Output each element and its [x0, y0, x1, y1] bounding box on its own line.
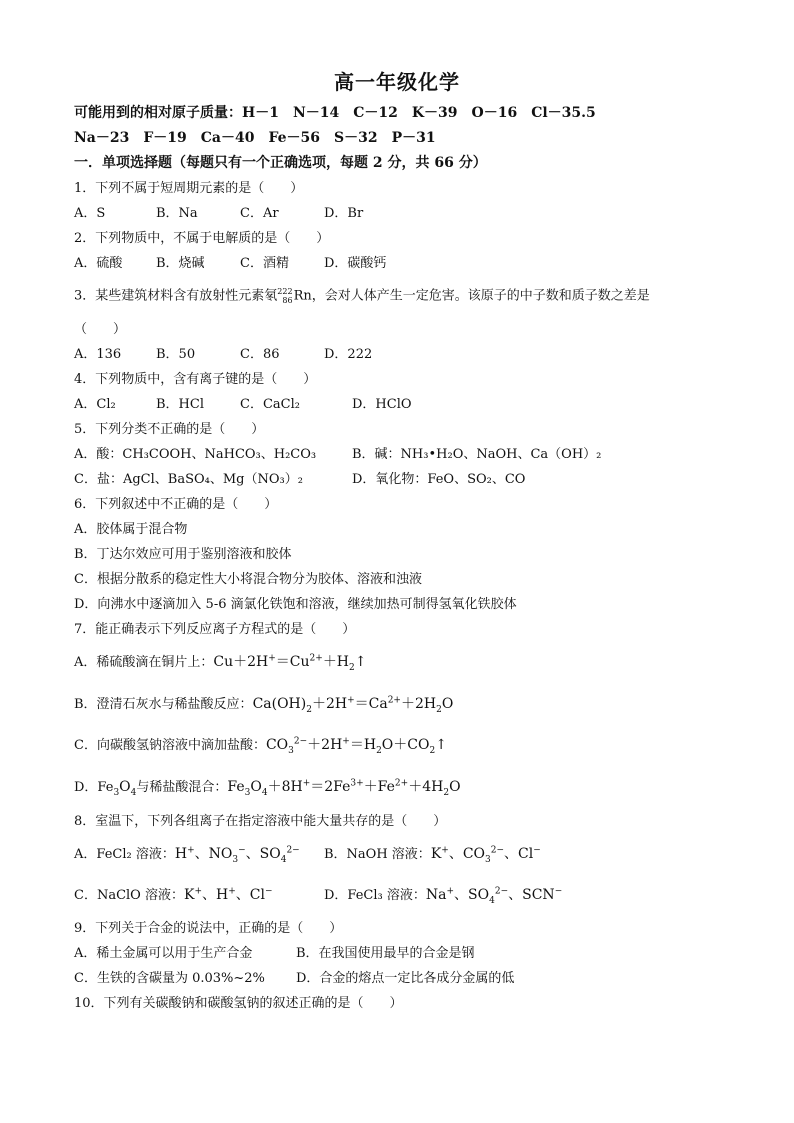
- q7-option-c: [74, 736, 447, 755]
- q8-ions-b: K+、$CO_3^{2-}$、Cl−: [430, 845, 541, 865]
- q2-option-b: B．烧碱: [156, 256, 205, 271]
- question-10-stem: 10．下列有关碳酸钠和碳酸氢钠的叙述正确的是（ ）: [74, 996, 403, 1011]
- question-4-stem: 4．下列物质中，含有离子键的是（ ）: [74, 372, 317, 387]
- q6-option-d: D．向沸水中逐滴加入 5-6 滴氯化铁饱和溶液，继续加热可制得氢氧化铁胶体: [74, 597, 517, 612]
- q3-option-a: A．136: [74, 347, 122, 362]
- q4-option-c: C．CaCl₂: [240, 397, 300, 412]
- q8-ions-a: H+、$NO_3^-$、$SO_4^{2-}$: [174, 845, 300, 865]
- q1-option-b: B．Na: [156, 206, 198, 221]
- q3-option-c: C．86: [240, 347, 280, 362]
- q1-option-c: C．Ar: [240, 206, 279, 221]
- q7-option-d: [74, 778, 461, 797]
- q8-option-d: [324, 886, 562, 905]
- q6-option-c: C．根据分散系的稳定性大小将混合物分为胶体、溶液和浊液: [74, 572, 422, 587]
- q7-option-a: [74, 653, 367, 672]
- q8-ions-d: Na+、$SO_4^{2-}$、SCN−: [425, 886, 563, 906]
- atomic-mass-line-1: 可能用到的相对原子质量：H－1 N－14 C－12 K－39 O－16 Cl－35.5: [74, 105, 596, 121]
- q2-option-d: D．碳酸钙: [324, 256, 387, 271]
- q8-option-c: [74, 886, 273, 905]
- q6-option-b: B．丁达尔效应可用于鉴别溶液和胶体: [74, 547, 292, 562]
- section-heading: 一．单项选择题（每题只有一个正确选项，每题 2 分，共 66 分）: [74, 155, 487, 171]
- question-1-stem: 1．下列不属于短周期元素的是（ ）: [74, 181, 304, 196]
- q8-option-c-label: C．NaClO 溶液：: [74, 888, 184, 903]
- q5-option-c: C．盐：AgCl、BaSO₄、Mg（NO₃）₂: [74, 472, 303, 487]
- q7-option-b-label: B．澄清石灰水与稀盐酸反应：: [74, 697, 253, 712]
- q5-option-d: D．氧化物：FeO、SO₂、CO: [352, 472, 526, 487]
- q8-option-a-label: A．FeCl₂ 溶液：: [74, 847, 175, 862]
- q2-option-c: C．酒精: [240, 256, 289, 271]
- question-2-stem: 2．下列物质中，不属于电解质的是（ ）: [74, 231, 330, 246]
- question-9-stem: 9．下列关于合金的说法中，正确的是（ ）: [74, 921, 343, 936]
- question-7-stem: 7．能正确表示下列反应离子方程式的是（ ）: [74, 622, 356, 637]
- question-6-stem: 6．下列叙述中不正确的是（ ）: [74, 497, 278, 512]
- q7-formula-fe3o4: $_3O_4$: [113, 779, 137, 798]
- q7-option-b: [74, 695, 453, 714]
- question-8-stem: 8．室温下，下列各组离子在指定溶液中能大量共存的是（ ）: [74, 814, 447, 829]
- q2-option-a: A．硫酸: [74, 256, 123, 271]
- q8-ions-c: K+、H+、Cl−: [183, 886, 273, 903]
- q4-option-a: A．Cl₂: [74, 397, 116, 412]
- q3-option-b: B．50: [156, 347, 196, 362]
- q7-equation-c: $CO_3^{2-}+2H^+=H_2O+CO_2↑$: [265, 736, 447, 756]
- q3-stem-pre: 3．某些建筑材料含有放射性元素氡: [74, 288, 278, 304]
- q1-option-a: A．S: [74, 206, 106, 221]
- q7-equation-b: $Ca(OH)_2+2H^+=Ca^{2+}+2H_2O$: [252, 695, 454, 715]
- q7-equation-d: $Fe_3O_4+8H^+=2Fe^{3+}+Fe^{2+}+4H_2O$: [227, 778, 461, 798]
- q3-option-d: D．222: [324, 347, 373, 362]
- atomic-mass-line-2: Na－23 F－19 Ca－40 Fe－56 S－32 P－31: [74, 130, 436, 146]
- q8-option-b: [324, 845, 541, 864]
- q8-option-d-label: D．FeCl₃ 溶液：: [324, 888, 426, 903]
- q8-option-a: [74, 845, 300, 864]
- radon-isotope-numbers: [277, 287, 292, 305]
- q3-stem-post: ，会对人体产生一定危害。该原子的中子数和质子数之差是: [311, 288, 650, 304]
- q4-option-d: D．HClO: [352, 397, 412, 412]
- isotope-symbol: Rn: [293, 288, 312, 304]
- q7-option-d-mid: 与稀盐酸混合：: [136, 780, 228, 795]
- q7-option-c-label: C．向碳酸氢钠溶液中滴加盐酸：: [74, 738, 266, 753]
- q4-option-b: B．HCl: [156, 397, 204, 412]
- q9-option-b: B．在我国使用最早的合金是钢: [296, 946, 475, 961]
- isotope-atomic-number: 86: [282, 296, 293, 305]
- q8-option-b-label: B．NaOH 溶液：: [324, 847, 431, 862]
- question-3-stem: [74, 287, 650, 306]
- q9-option-d: D．合金的熔点一定比各成分金属的低: [296, 971, 515, 986]
- q9-option-c: C．生铁的含碳量为 0.03%~2%: [74, 971, 265, 986]
- q7-equation-a: $Cu+2H^+=Cu^{2+}+H_2↑$: [213, 653, 367, 673]
- q3-answer-paren: （ ）: [74, 322, 127, 337]
- question-5-stem: 5．下列分类不正确的是（ ）: [74, 422, 265, 437]
- q9-option-a: A．稀土金属可以用于生产合金: [74, 946, 253, 961]
- q5-option-a: A．酸：CH₃COOH、NaHCO₃、H₂CO₃: [74, 447, 317, 462]
- q5-option-b: B．碱：NH₃•H₂O、NaOH、Ca（OH）₂: [352, 447, 602, 462]
- q1-option-d: D．Br: [324, 206, 364, 221]
- q6-option-a: A．胶体属于混合物: [74, 522, 188, 537]
- page-title: 高一年级化学: [334, 70, 460, 94]
- q7-option-a-label: A．稀硫酸滴在铜片上：: [74, 655, 214, 670]
- isotope-mass-number: 222: [277, 287, 293, 296]
- q7-option-d-label: D．Fe: [74, 780, 114, 795]
